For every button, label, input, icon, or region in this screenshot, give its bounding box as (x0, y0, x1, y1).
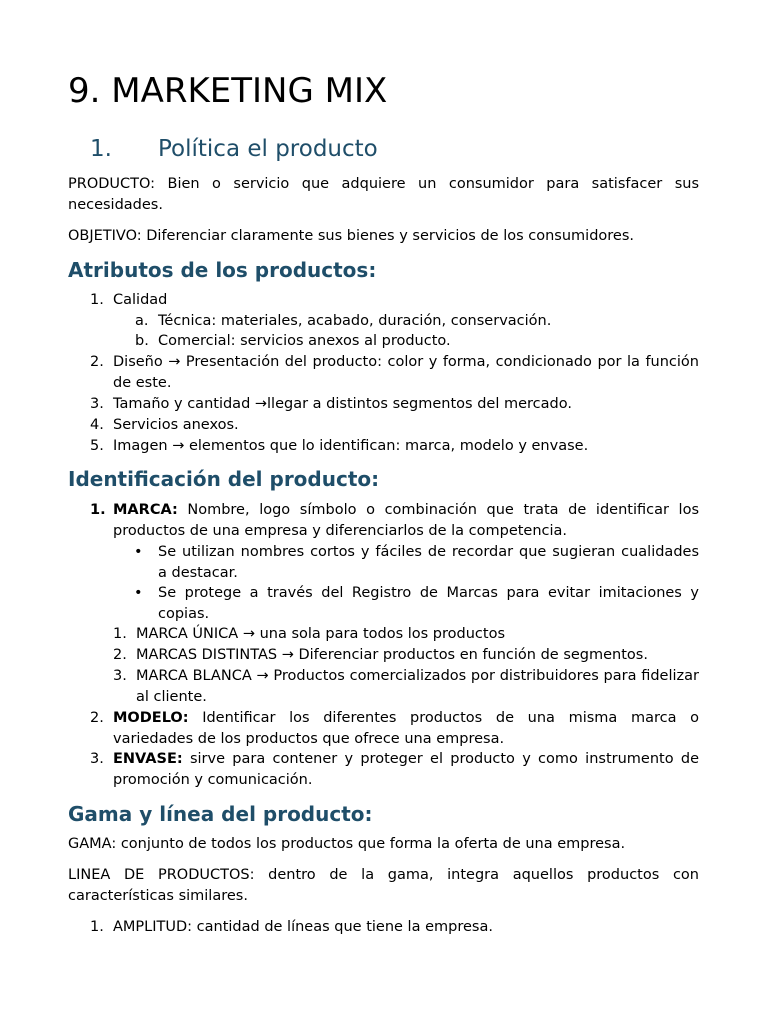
list-marker: 1. (90, 919, 104, 935)
gama-definition: GAMA: conjunto de todos los productos que forma la oferta de una empresa. (68, 836, 626, 852)
atributos-heading: Atributos de los productos: (68, 258, 377, 282)
marca-type-item: MARCAS DISTINTAS → Diferenciar productos en función de segmentos. (136, 647, 648, 663)
list-marker: 2. (113, 647, 127, 663)
list-marker: 2. (90, 354, 104, 370)
list-item: Diseño → Presentación del producto: color y forma, condicionado por la función de este. (113, 354, 699, 391)
list-item: Tamaño y cantidad →llegar a distintos segmentos del mercado. (113, 396, 572, 412)
list-item: Servicios anexos. (113, 417, 239, 433)
bullet-item: Se utilizan nombres cortos y fáciles de recordar que sugieran cualidades a destacar. (158, 544, 699, 581)
list-marker: a. (135, 313, 149, 329)
bullet-item: Se protege a través del Registro de Marcas para evitar imitaciones y copias. (158, 585, 699, 622)
list-item: Imagen → elementos que lo identifican: marca, modelo y envase. (113, 438, 589, 454)
list-item: AMPLITUD: cantidad de líneas que tiene la empresa. (113, 919, 493, 935)
bullet-glyph: • (134, 585, 143, 601)
list-marker: 3. (113, 668, 127, 684)
modelo-item (113, 708, 699, 750)
producto-definition: PRODUCTO: Bien o servicio que adquiere un consumidor para satisfacer sus necesidades. (68, 176, 699, 213)
list-marker: 2. (90, 710, 104, 726)
modelo-label: MODELO: (113, 710, 189, 726)
list-marker: 1. (90, 502, 106, 518)
document-title: 9. MARKETING MIX (68, 71, 388, 111)
list-marker: 1. (113, 626, 127, 642)
list-item: Comercial: servicios anexos al producto. (158, 333, 451, 349)
bullet-glyph: • (134, 544, 143, 560)
list-marker: 3. (90, 396, 104, 412)
envase-label: ENVASE: (113, 751, 183, 767)
list-marker: 4. (90, 417, 104, 433)
list-item: Técnica: materiales, acabado, duración, conservación. (158, 313, 552, 329)
marca-label: MARCA: (113, 502, 178, 518)
modelo-text: Identificar los diferentes productos de una misma marca o variedades de los productos que ofrece una empresa. (113, 710, 699, 747)
marca-type-item: MARCA ÚNICA → una sola para todos los productos (136, 626, 506, 642)
envase-item (113, 749, 699, 791)
marca-item (113, 500, 699, 542)
identificacion-heading: Identificación del producto: (68, 467, 380, 491)
marca-text: Nombre, logo símbolo o combinación que trata de identificar los productos de una empresa y diferenciarlos de la competencia. (113, 502, 699, 539)
section-heading (90, 134, 378, 164)
list-marker: b. (135, 333, 149, 349)
list-item: Calidad (113, 292, 168, 308)
objetivo-definition: OBJETIVO: Diferenciar claramente sus bienes y servicios de los consumidores. (68, 228, 635, 244)
list-marker: 3. (90, 751, 104, 767)
section-label: Política el producto (158, 136, 378, 162)
gama-heading: Gama y línea del producto: (68, 802, 373, 826)
envase-text: sirve para contener y proteger el producto y como instrumento de promoción y comunicación. (113, 751, 699, 788)
linea-definition: LINEA DE PRODUCTOS: dentro de la gama, integra aquellos productos con características similares. (68, 867, 699, 904)
list-marker: 1. (90, 292, 104, 308)
marca-type-item: MARCA BLANCA → Productos comercializados por distribuidores para fidelizar al cliente. (136, 668, 699, 705)
list-marker: 5. (90, 438, 104, 454)
section-number: 1. (90, 136, 112, 162)
